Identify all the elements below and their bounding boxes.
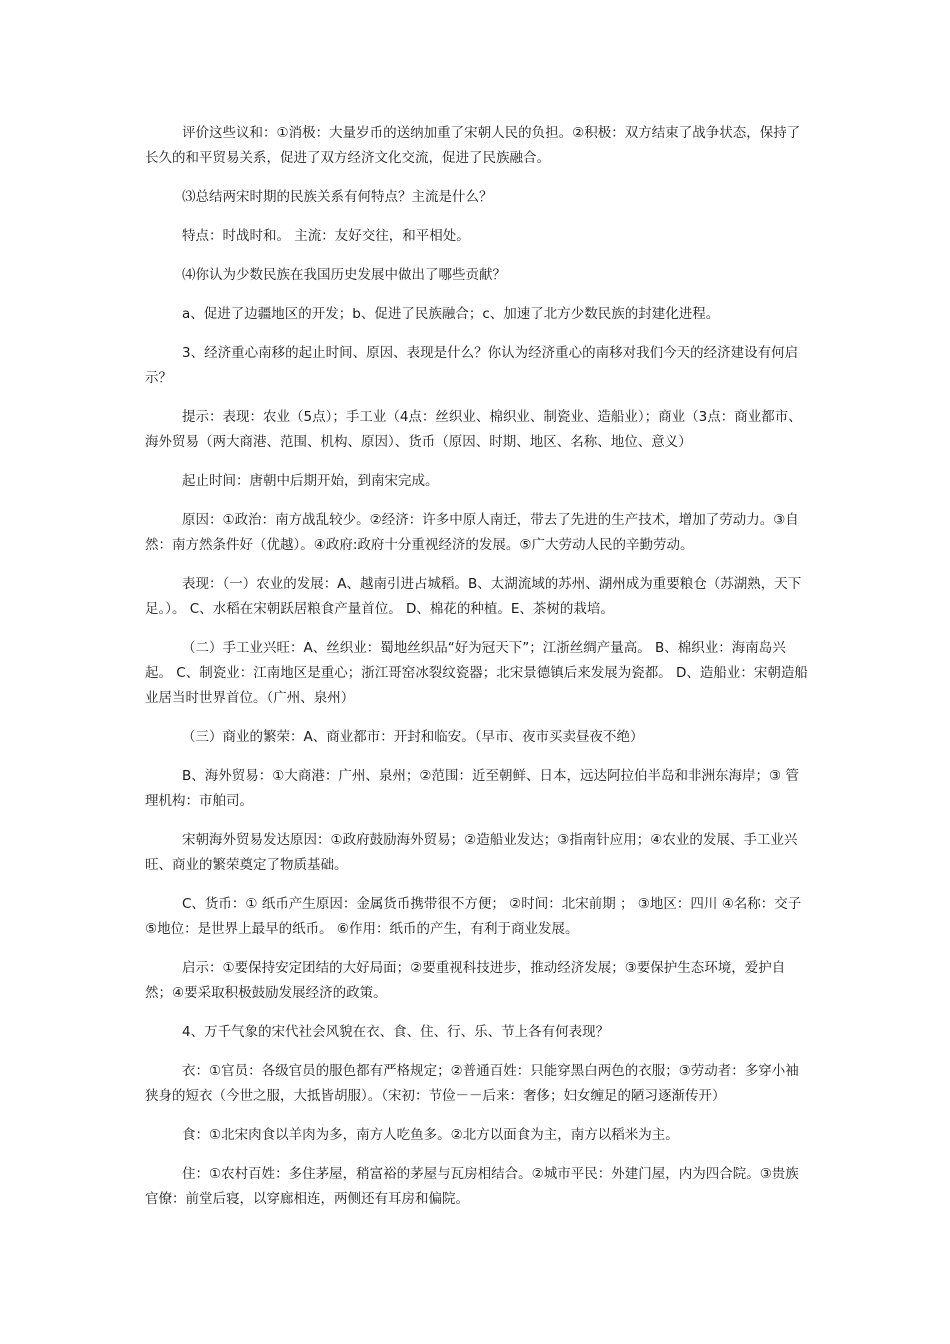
handicraft-paragraph: （二）手工业兴旺：A、丝织业：蜀地丝织品“好为冠天下”；江浙丝绸产量高。 B、棉织业：海南岛兴起。 C、制瓷业：江南地区是重心；浙江哥窑冰裂纹瓷器；北宋景德镇后来发展为瓷都。 D、造船业：宋朝造船业居当时世界首位。（广州、泉州） bbox=[145, 640, 808, 706]
question-song-society: 4、万千气象的宋代社会风貌在衣、食、住、行、乐、节上各有何表现？ bbox=[182, 1024, 610, 1040]
paragraph-peace-evaluation: 评价这些议和：①消极：大量岁币的送纳加重了宋朝人民的负担。②积极：双方结束了战争状态，保持了长久的和平贸易关系，促进了双方经济文化交流，促进了民族融合。 bbox=[145, 125, 801, 166]
food-paragraph: 食：①北宋肉食以羊肉为多，南方人吃鱼多。②北方以面食为主，南方以稻米为主。 bbox=[182, 1127, 679, 1143]
commerce-paragraph: （三）商业的繁荣：A、商业都市：开封和临安。（早市、夜市买卖昼夜不绝） bbox=[182, 729, 644, 745]
housing-paragraph: 住：①农村百姓：多住茅屋，稍富裕的茅屋与瓦房相结合。②城市平民：外建门屋，内为四合院。③贵族官僚：前堂后寝，以穿廊相连，两侧还有耳房和偏院。 bbox=[145, 1166, 799, 1207]
causes-paragraph: 原因：①政治：南方战乱较少。②经济：许多中原人南迁，带去了先进的生产技术，增加了劳动力。③自然：南方然条件好（优越）。④政府:政府十分重视经济的发展。⑤广大劳动人民的辛勤劳动。 bbox=[145, 512, 799, 553]
inspiration-paragraph: 启示：①要保持安定团结的大好局面；②要重视科技进步，推动经济发展；③要保护生态环境，爱护自然；④要采取积极鼓励发展经济的政策。 bbox=[145, 960, 786, 1001]
start-end-time: 起止时间：唐朝中后期开始，到南宋完成。 bbox=[182, 473, 439, 489]
question-ethnic-relations: ⑶总结两宋时期的民族关系有何特点？主流是什么？ bbox=[182, 189, 493, 205]
hint-paragraph: 提示：表现：农业（5点）；手工业（4点：丝织业、棉织业、制瓷业、造船业）；商业（3点：商业都市、海外贸易（两大商港、范围、机构、原因）、货币（原因、时期、地区、名称、地位、意义） bbox=[145, 409, 802, 450]
clothing-paragraph: 衣：①官员：各级官员的服色都有严格规定；②普通百姓：只能穿黑白两色的衣服；③劳动者：多穿小袖狭身的短衣（今世之服，大抵皆胡服）。（宋初：节俭－－后来：奢侈；妇女缠足的陋习逐渐传开） bbox=[145, 1063, 799, 1104]
overseas-trade-paragraph: B、海外贸易：①大商港：广州、泉州；②范围：近至朝鲜、日本，远达阿拉伯半岛和非洲东海岸；③ 管理机构：市舶司。 bbox=[145, 768, 799, 809]
trade-reasons-paragraph: 宋朝海外贸易发达原因：①政府鼓励海外贸易；②造船业发达；③指南针应用；④农业的发展、手工业兴旺、商业的繁荣奠定了物质基础。 bbox=[145, 832, 798, 873]
answer-minority-contributions: a、促进了边疆地区的开发；b、促进了民族融合；c、加速了北方少数民族的封建化进程。 bbox=[182, 306, 720, 322]
answer-ethnic-relations: 特点：时战时和。 主流：友好交往，和平相处。 bbox=[182, 228, 470, 244]
agriculture-paragraph: 表现：（一）农业的发展：A、越南引进占城稻。B、太湖流域的苏州、湖州成为重要粮仓（苏湖熟，天下足。）。 C、水稻在宋朝跃居粮食产量首位。 D、棉花的种植。E、茶树的栽培。 bbox=[145, 576, 802, 617]
currency-paragraph: C、货币：① 纸币产生原因：金属货币携带很不方便； ②时间：北宋前期 ； ③地区：四川 ④名称：交子 ⑤地位：是世界上最早的纸币。 ⑥作用：纸币的产生，有利于商业发展。 bbox=[145, 896, 802, 937]
question-economic-shift: 3、经济重心南移的起止时间、原因、表现是什么？你认为经济重心的南移对我们今天的经济建设有何启示？ bbox=[145, 345, 799, 386]
document-body bbox=[145, 121, 810, 1226]
question-minority-contributions: ⑷你认为少数民族在我国历史发展中做出了哪些贡献？ bbox=[182, 267, 506, 283]
